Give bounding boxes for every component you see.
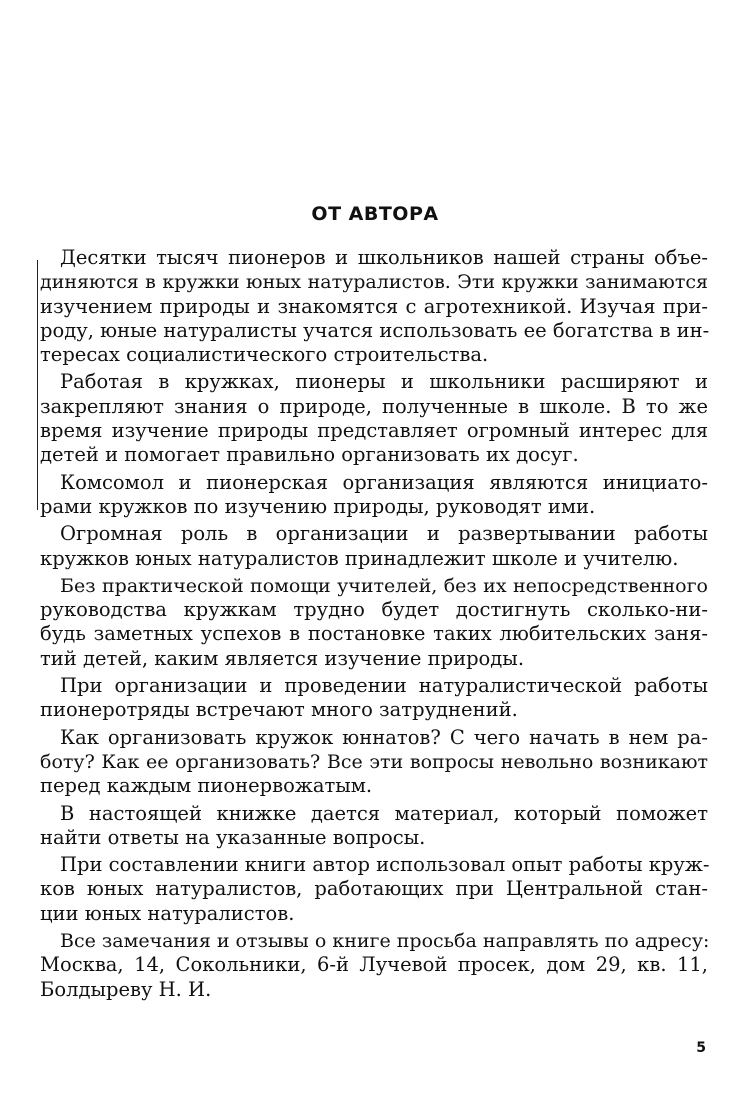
text-line: боту? Как ее организовать? Все эти вопросы невольно возникают [40,750,708,773]
text-line: Без практической помощи учителей, без их непосредственного [60,574,708,597]
text-line: Москва, 14, Сокольники, 6-й Лучевой просек, дом 29, кв. 11, [40,953,708,977]
text-line: Комсомол и пионерская организация являются инициато- [60,470,708,494]
text-line: В настоящей книжке дается материал, который поможет [60,801,708,825]
text-line: изучением природы и знакомятся с агротехникой. Изучая при- [40,294,708,318]
text-line: ции юных натуралистов. [40,901,295,925]
paragraph [40,522,708,571]
text-line: кружков юных натуралистов принадлежит школе и учителю. [40,546,679,570]
text-line: закрепляют знания о природе, полученные в школе. В то же [40,394,708,418]
text-line: При организации и проведении натуралистической работы [60,674,708,698]
paragraph [40,726,708,799]
paragraph [40,674,708,723]
text-line: Огромная роль в организации и развертывании работы [60,522,708,546]
text-line: роду, юные натуралисты учатся использовать ее богатства в ин- [40,318,710,342]
text-line: будь заметных успехов в постановке таких любительских заня- [40,622,708,646]
text-line: ков юных натуралистов, работающих при Центральной стан- [40,877,708,901]
paragraph [40,246,708,367]
page-title: ОТ АВТОРА [311,203,439,225]
paragraph [40,929,708,1002]
paragraph [40,802,708,851]
margin-binding-mark [37,260,38,510]
paragraph [40,574,708,671]
text-line: Болдыреву Н. И. [40,977,212,1001]
paragraph [40,471,708,520]
text-line: Десятки тысяч пионеров и школьников нашей страны объе- [60,246,708,269]
paragraph [40,370,708,467]
text-line: При составлении книги автор использовал опыт работы круж- [60,853,710,877]
body-text [40,246,708,1005]
text-line: рами кружков по изучению природы, руководят ими. [40,494,596,518]
text-line: диняются в кружки юных натуралистов. Эти кружки занимаются [40,271,708,294]
text-line: время изучение природы представляет огромный интерес для [40,419,708,443]
text-line: перед каждым пионервожатым. [40,774,373,798]
text-line: тересах социалистического строительства. [40,343,489,367]
text-line: детей и помогает правильно организовать их досуг. [40,443,579,467]
text-line: найти ответы на указанные вопросы. [40,825,426,849]
page-number: 5 [696,1040,706,1056]
text-line: Как организовать кружок юннатов? С чего начать в нем ра- [60,725,708,749]
text-line: Все замечания и отзывы о книге просьба направлять по адресу: [60,930,710,953]
text-line: тий детей, каким является изучение природы. [40,646,525,670]
text-line: руководства кружкам трудно будет достигнуть сколько-ни- [40,598,708,622]
text-line: пионеротряды встречают много затруднений. [40,698,518,722]
paragraph [40,853,708,926]
text-line: Работая в кружках, пионеры и школьники расширяют и [60,370,708,394]
